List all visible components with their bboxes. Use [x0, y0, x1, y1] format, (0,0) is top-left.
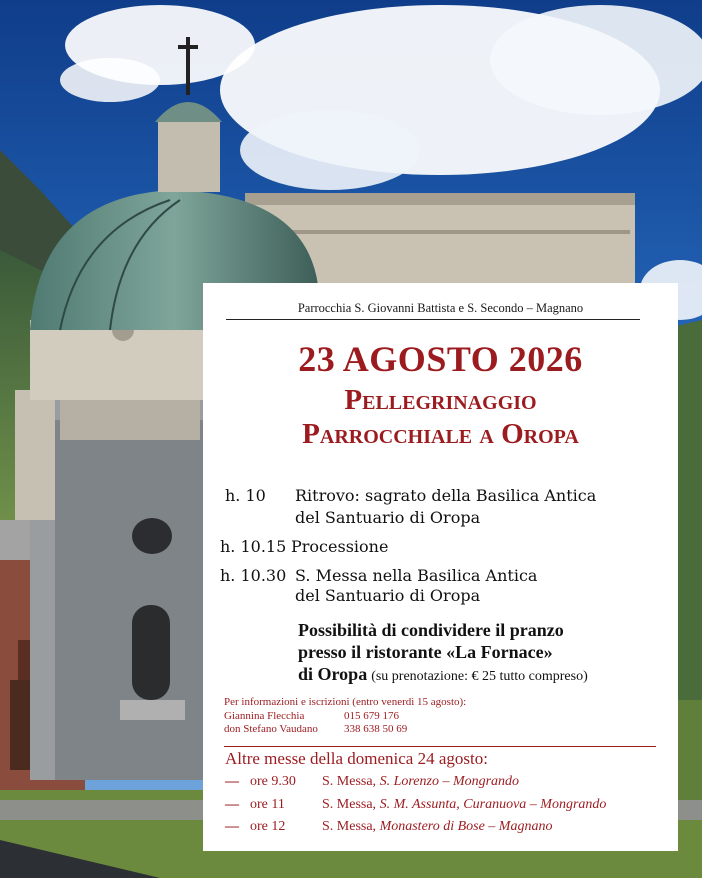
mass-row-3	[225, 819, 665, 839]
mass-prefix-1: S. Messa,	[322, 774, 380, 789]
event-flyer-panel	[203, 283, 678, 851]
mass-prefix-3: S. Messa,	[322, 819, 380, 834]
mass-place-3: Monastero di Bose – Magnano	[379, 819, 553, 834]
info-header: Per informazioni e iscrizioni (entro venerdì 15 agosto):	[224, 696, 467, 708]
parish-name: Parrocchia S. Giovanni Battista e S. Secondo – Magnano	[297, 301, 584, 315]
lunch-line2: presso il ristorante «La Fornace»	[298, 642, 553, 662]
mass-desc-1	[322, 774, 519, 790]
mass-time-2: ore 11	[250, 797, 285, 812]
contact-phone-2: 338 638 50 69	[344, 723, 408, 735]
event-title-line2: Parrocchiale a Oropa	[302, 418, 579, 450]
dash-bullet: —	[225, 797, 239, 812]
section-divider	[224, 746, 656, 747]
event-title-line1: Pellegrinaggio	[344, 384, 537, 416]
dash-bullet: —	[225, 819, 239, 834]
mass-time-1: ore 9.30	[250, 774, 296, 789]
mass-place-1: S. Lorenzo – Mongrando	[379, 774, 520, 789]
schedule-text-3b: del Santuario di Oropa	[295, 586, 481, 605]
mass-desc-2	[322, 797, 606, 813]
schedule-text-3a: S. Messa nella Basilica Antica	[295, 566, 538, 585]
lunch-line1: Possibilità di condividere il pranzo	[298, 620, 564, 640]
schedule-time-3: h. 10.30	[220, 566, 287, 585]
contact-phone-1: 015 679 176	[344, 710, 399, 722]
dash-bullet: —	[225, 774, 239, 789]
mass-place-2: S. M. Assunta, Curanuova – Mongrando	[379, 797, 607, 812]
mass-row-1	[225, 774, 665, 794]
mass-row-2	[225, 797, 665, 817]
mass-desc-3	[322, 819, 552, 835]
lunch-line3	[298, 664, 588, 685]
schedule-text-1a: Ritrovo: sagrato della Basilica Antica	[295, 486, 597, 505]
lunch-location: di Oropa	[298, 664, 368, 684]
mass-prefix-2: S. Messa,	[322, 797, 380, 812]
schedule-time-1: h. 10	[225, 486, 266, 505]
header-divider	[226, 319, 640, 320]
lunch-price-note: (su prenotazione: € 25 tutto compreso)	[371, 669, 588, 684]
other-masses-title: Altre messe della domenica 24 agosto:	[225, 749, 488, 768]
mass-time-3: ore 12	[250, 819, 286, 834]
schedule-time-2: h. 10.15	[220, 537, 287, 556]
contact-name-1: Giannina Flecchia	[224, 710, 305, 722]
schedule-text-2a: Processione	[291, 537, 389, 556]
event-date: 23 AGOSTO 2026	[298, 339, 583, 379]
schedule-text-1b: del Santuario di Oropa	[295, 508, 481, 527]
contact-name-2: don Stefano Vaudano	[224, 723, 318, 735]
